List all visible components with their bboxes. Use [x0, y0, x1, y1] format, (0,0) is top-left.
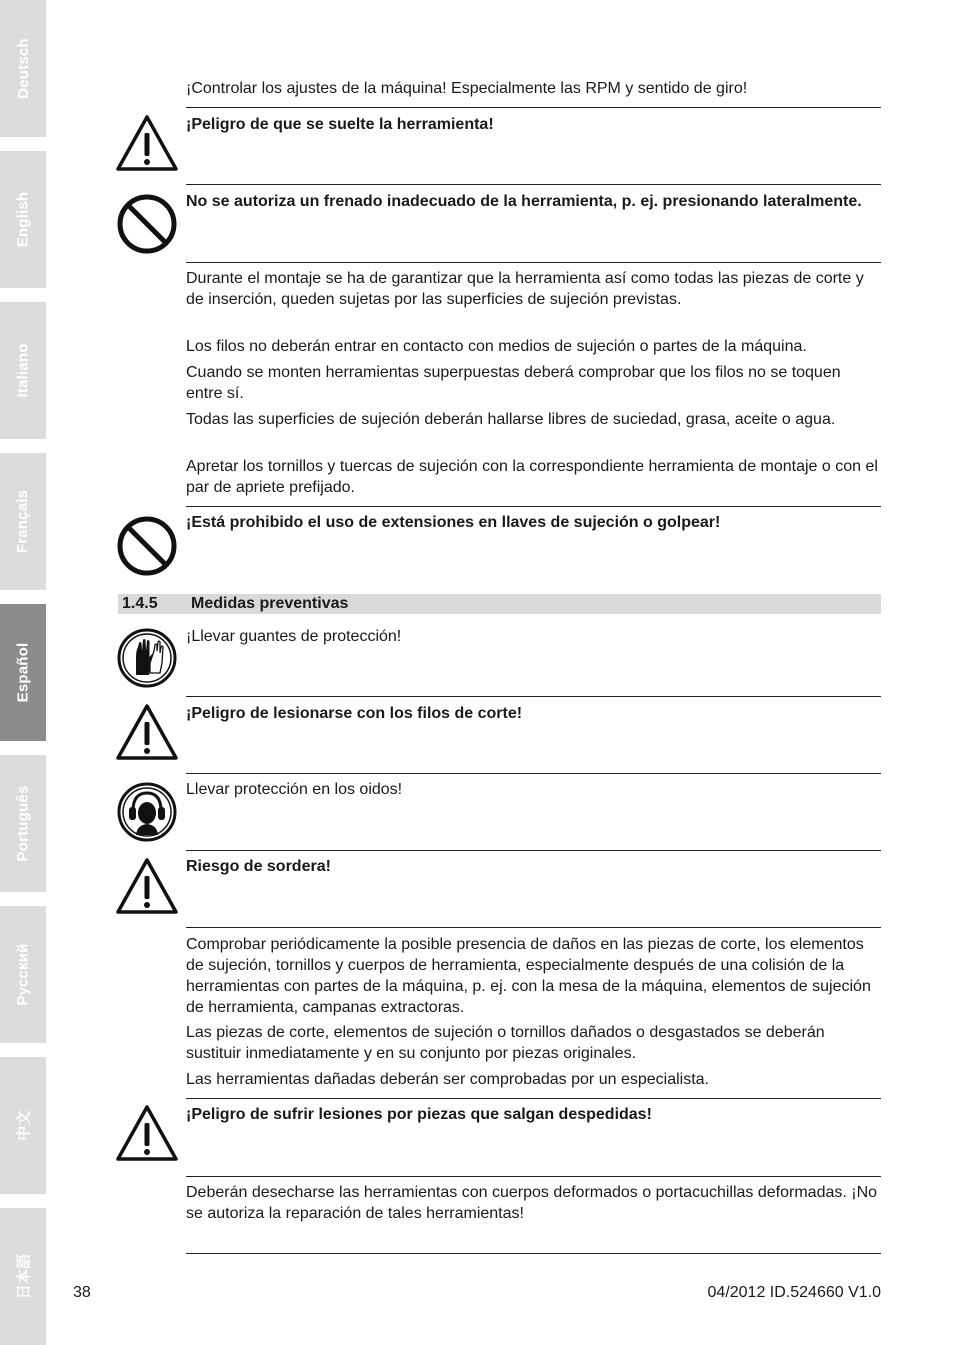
divider [186, 927, 881, 928]
ear-protection-text: Llevar protección en los oidos! [186, 781, 403, 798]
mounting-paragraph-3: Cuando se monten herramientas superpuestas deberá comprobar que los filos no se toquen entre sí. [186, 364, 841, 402]
warning-deafness: Riesgo de sordera! [186, 858, 331, 875]
mounting-paragraph-2: Los filos no deberán entrar en contacto con medios de sujeción o partes de la máquina. [186, 338, 807, 355]
divider [186, 107, 881, 108]
divider [186, 850, 881, 851]
divider [186, 696, 881, 697]
mounting-paragraph-5: Apretar los tornillos y tuercas de sujeción con la correspondiente herramienta de montaje o con el par de apriete prefijado. [186, 458, 878, 496]
divider [186, 262, 881, 263]
check-settings-text: ¡Controlar los ajustes de la máquina! Especialmente las RPM y sentido de giro! [186, 80, 748, 97]
gloves-icon [116, 627, 178, 689]
check-paragraph-2: Las piezas de corte, elementos de sujeción o tornillos dañados o desgastados se deberán sustituir inmediatamente y en su conjunto por piezas originales. [186, 1024, 825, 1062]
mounting-paragraph-1: Durante el montaje se ha de garantizar que la herramienta así como todas las piezas de corte y de inserción, queden sujetas por las superficies de sujeción previstas. [186, 270, 864, 308]
check-paragraph-1: Comprobar periódicamente la posible presencia de daños en las piezas de corte, los elementos de sujeción, tornillos y cuerpos de herramienta, especialmente después de una colisión de la herramientas con partes de la máquina, p. ej. con la mesa de la máquina, elementos de sujeción de herramienta, campanas extractoras. [186, 936, 871, 1016]
lang-tab-label: Español [14, 642, 32, 703]
no-braking-text: No se autoriza un frenado inadecuado de la herramienta, p. ej. presionando lateralmente. [186, 193, 862, 210]
check-paragraph-3: Las herramientas dañadas deberán ser comprobadas por un especialista. [186, 1071, 709, 1088]
divider [186, 1253, 881, 1254]
prohibition-icon [116, 193, 178, 255]
divider [186, 773, 881, 774]
lang-tab-label: Italiano [14, 343, 32, 398]
lang-tab-label: Português [14, 785, 32, 862]
lang-tab-label: Français [14, 489, 32, 554]
lang-tab-label: 日本語 [15, 1253, 33, 1300]
divider [186, 506, 881, 507]
divider [186, 184, 881, 185]
section-heading [118, 594, 881, 614]
discard-paragraph: Deberán desecharse las herramientas con cuerpos deformados o portacuchillas deformadas. ¡No se autoriza la reparación de tales herramientas! [186, 1184, 878, 1222]
warning-cut: ¡Peligro de lesionarse con los filos de corte! [186, 705, 523, 722]
page-number: 38 [73, 1284, 91, 1301]
divider [186, 1098, 881, 1099]
lang-tab-label: English [14, 191, 32, 248]
divider [186, 1176, 881, 1177]
lang-tab-label: Deutsch [14, 38, 32, 99]
warning-triangle-icon [116, 857, 178, 919]
warning-tool-loose: ¡Peligro de que se suelte la herramienta! [186, 116, 494, 133]
no-extensions-text: ¡Está prohibido el uso de extensiones en llaves de sujeción o golpear! [186, 514, 721, 531]
prohibition-icon [116, 515, 178, 577]
gloves-text: ¡Llevar guantes de protección! [186, 628, 402, 645]
mounting-paragraph-4: Todas las superficies de sujeción deberán hallarse libres de suciedad, grasa, aceite o agua. [186, 411, 836, 428]
section-number: 1.4.5 [122, 595, 158, 612]
lang-tab-label: 中文 [15, 1110, 33, 1141]
lang-tab-label: Русский [14, 943, 32, 1006]
warning-triangle-icon [116, 1104, 178, 1166]
warning-triangle-icon [116, 114, 178, 176]
ear-protection-icon [116, 781, 178, 843]
document-id: 04/2012 ID.524660 V1.0 [707, 1284, 881, 1301]
section-title: Medidas preventivas [191, 595, 349, 612]
warning-triangle-icon [116, 703, 178, 765]
warning-flying-parts: ¡Peligro de sufrir lesiones por piezas que salgan despedidas! [186, 1106, 652, 1123]
